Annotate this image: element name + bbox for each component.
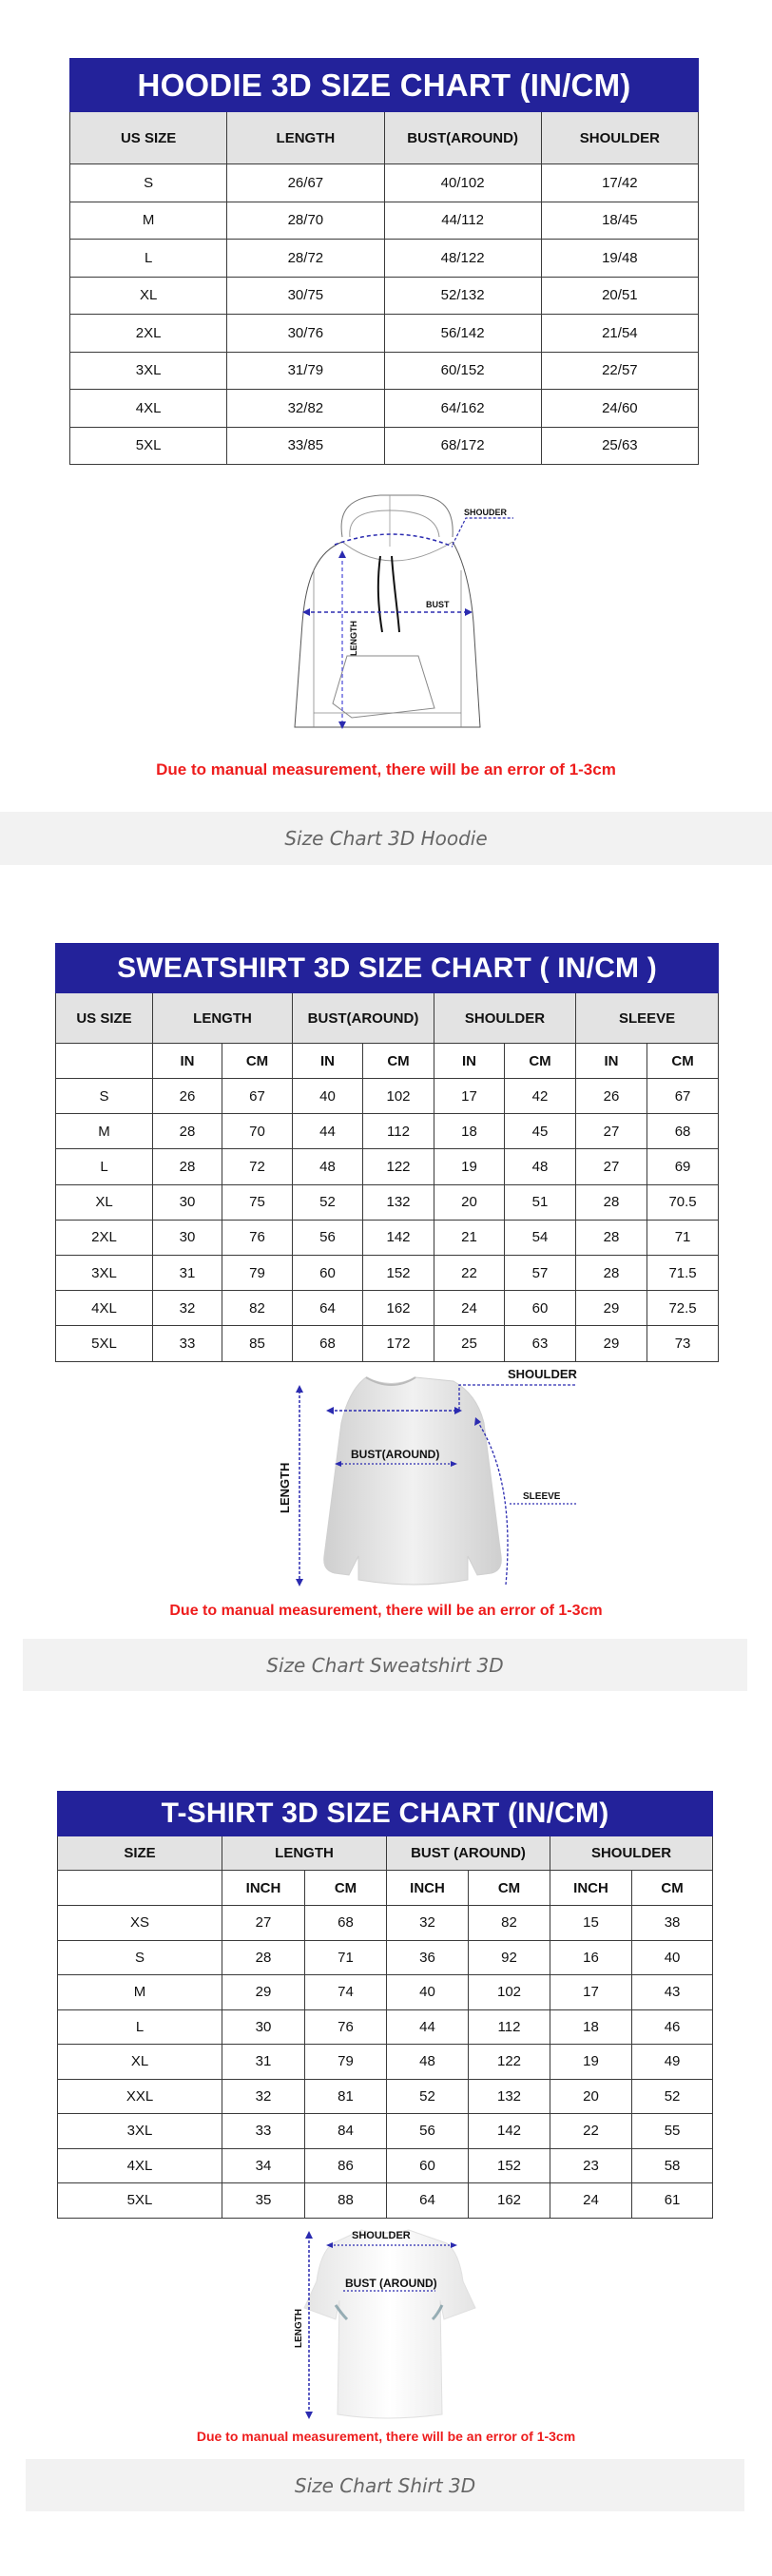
hoodie-caption: Size Chart 3D Hoodie bbox=[284, 827, 488, 850]
measurement-cell: 56 bbox=[293, 1220, 363, 1255]
sweatshirt-disclaimer: Due to manual measurement, there will be an error of 1-3cm bbox=[169, 1603, 603, 1619]
measurement-cell: 73 bbox=[647, 1326, 719, 1361]
measurement-cell: 17/42 bbox=[541, 164, 698, 202]
unit-subheader-row bbox=[56, 1044, 719, 1079]
unit-subheader: CM bbox=[647, 1044, 719, 1079]
size-cell: 3XL bbox=[70, 352, 227, 390]
size-cell: 4XL bbox=[56, 1291, 153, 1326]
measurement-cell: 19 bbox=[434, 1149, 505, 1184]
size-cell: 2XL bbox=[56, 1220, 153, 1255]
table-row bbox=[58, 2079, 713, 2114]
measurement-cell: 31 bbox=[153, 1255, 222, 1290]
sleeve-label: SLEEVE bbox=[523, 1491, 561, 1502]
measurement-cell: 55 bbox=[632, 2114, 713, 2149]
table-row bbox=[70, 352, 699, 390]
table-row bbox=[70, 240, 699, 278]
measurement-cell: 64 bbox=[387, 2183, 469, 2219]
measurement-cell: 27 bbox=[576, 1149, 647, 1184]
measurement-cell: 74 bbox=[305, 1975, 387, 2010]
sweatshirt-caption-band bbox=[23, 1639, 747, 1691]
measurement-cell: 81 bbox=[305, 2079, 387, 2114]
table-row bbox=[56, 1326, 719, 1361]
table-row bbox=[56, 1079, 719, 1114]
measurement-cell: 28 bbox=[576, 1255, 647, 1290]
measurement-cell: 63 bbox=[505, 1326, 576, 1361]
measurement-cell: 40 bbox=[632, 1940, 713, 1975]
measurement-cell: 19/48 bbox=[541, 240, 698, 278]
column-header: SHOULDER bbox=[434, 993, 576, 1044]
measurement-cell: 57 bbox=[505, 1255, 576, 1290]
measurement-cell: 51 bbox=[505, 1184, 576, 1220]
tshirt-table-title: T-SHIRT 3D SIZE CHART (IN/CM) bbox=[58, 1792, 713, 1836]
measurement-cell: 72.5 bbox=[647, 1291, 719, 1326]
table-row bbox=[58, 1975, 713, 2010]
column-header: SIZE bbox=[58, 1836, 222, 1871]
measurement-cell: 27 bbox=[576, 1114, 647, 1149]
measurement-cell: 152 bbox=[469, 2148, 550, 2183]
unit-subheader: CM bbox=[363, 1044, 434, 1079]
sweatshirt-measurement-diagram bbox=[263, 1366, 577, 1590]
measurement-cell: 48 bbox=[293, 1149, 363, 1184]
measurement-cell: 44 bbox=[293, 1114, 363, 1149]
measurement-cell: 21 bbox=[434, 1220, 505, 1255]
measurement-cell: 44 bbox=[387, 2009, 469, 2045]
size-cell: 3XL bbox=[56, 1255, 153, 1290]
measurement-cell: 67 bbox=[647, 1079, 719, 1114]
column-header: SHOULDER bbox=[550, 1836, 713, 1871]
column-header: BUST(AROUND) bbox=[384, 112, 541, 164]
measurement-cell: 17 bbox=[434, 1079, 505, 1114]
measurement-cell: 92 bbox=[469, 1940, 550, 1975]
tshirt-caption: Size Chart Shirt 3D bbox=[294, 2473, 476, 2497]
table-row bbox=[70, 277, 699, 315]
hoodie-measurement-diagram bbox=[285, 490, 508, 735]
size-cell: S bbox=[56, 1079, 153, 1114]
measurement-cell: 40/102 bbox=[384, 164, 541, 202]
size-cell: XL bbox=[70, 277, 227, 315]
measurement-cell: 40 bbox=[293, 1079, 363, 1114]
measurement-cell: 28/70 bbox=[227, 202, 384, 240]
size-cell: S bbox=[70, 164, 227, 202]
column-header: BUST (AROUND) bbox=[387, 1836, 550, 1871]
measurement-cell: 162 bbox=[469, 2183, 550, 2219]
size-cell: 2XL bbox=[70, 315, 227, 353]
measurement-cell: 54 bbox=[505, 1220, 576, 1255]
size-cell: 4XL bbox=[70, 390, 227, 428]
measurement-cell: 30 bbox=[222, 2009, 305, 2045]
measurement-cell: 28/72 bbox=[227, 240, 384, 278]
unit-subheader: CM bbox=[305, 1871, 387, 1906]
unit-subheader: INCH bbox=[550, 1871, 632, 1906]
measurement-cell: 22/57 bbox=[541, 352, 698, 390]
measurement-cell: 172 bbox=[363, 1326, 434, 1361]
bust-label: BUST (AROUND) bbox=[345, 2277, 437, 2290]
column-header: LENGTH bbox=[222, 1836, 387, 1871]
measurement-cell: 28 bbox=[576, 1184, 647, 1220]
tshirt-disclaimer: Due to manual measurement, there will be an error of 1-3cm bbox=[196, 2429, 576, 2444]
measurement-cell: 29 bbox=[576, 1291, 647, 1326]
tshirt-drawing-icon bbox=[290, 2224, 480, 2424]
measurement-cell: 28 bbox=[153, 1114, 222, 1149]
measurement-cell: 19 bbox=[550, 2045, 632, 2080]
measurement-cell: 70.5 bbox=[647, 1184, 719, 1220]
sweatshirt-caption: Size Chart Sweatshirt 3D bbox=[266, 1653, 504, 1677]
table-row bbox=[70, 315, 699, 353]
size-cell: XL bbox=[58, 2045, 222, 2080]
table-row bbox=[58, 2009, 713, 2045]
measurement-cell: 56/142 bbox=[384, 315, 541, 353]
measurement-cell: 88 bbox=[305, 2183, 387, 2219]
measurement-cell: 32 bbox=[387, 1906, 469, 1941]
table-row bbox=[58, 1906, 713, 1941]
measurement-cell: 68 bbox=[293, 1326, 363, 1361]
measurement-cell: 20 bbox=[550, 2079, 632, 2114]
bust-label: BUST(AROUND) bbox=[351, 1448, 440, 1461]
measurement-cell: 25/63 bbox=[541, 427, 698, 465]
measurement-cell: 30/76 bbox=[227, 315, 384, 353]
unit-subheader: IN bbox=[434, 1044, 505, 1079]
measurement-cell: 48 bbox=[505, 1149, 576, 1184]
size-cell: 5XL bbox=[56, 1326, 153, 1361]
size-cell: XS bbox=[58, 1906, 222, 1941]
measurement-cell: 152 bbox=[363, 1255, 434, 1290]
shoulder-label: SHOUDER bbox=[464, 508, 508, 517]
measurement-cell: 85 bbox=[222, 1326, 293, 1361]
table-row bbox=[70, 390, 699, 428]
measurement-cell: 32 bbox=[222, 2079, 305, 2114]
unit-subheader: CM bbox=[469, 1871, 550, 1906]
hoodie-size-table bbox=[69, 58, 699, 465]
sweatshirt-size-table bbox=[55, 943, 719, 1362]
measurement-cell: 56 bbox=[387, 2114, 469, 2149]
measurement-cell: 35 bbox=[222, 2183, 305, 2219]
unit-subheader: CM bbox=[632, 1871, 713, 1906]
column-header: US SIZE bbox=[70, 112, 227, 164]
measurement-cell: 24 bbox=[550, 2183, 632, 2219]
measurement-cell: 52/132 bbox=[384, 277, 541, 315]
size-cell: 3XL bbox=[58, 2114, 222, 2149]
measurement-cell: 52 bbox=[293, 1184, 363, 1220]
measurement-cell: 26 bbox=[576, 1079, 647, 1114]
measurement-cell: 34 bbox=[222, 2148, 305, 2183]
column-header: US SIZE bbox=[56, 993, 153, 1044]
unit-subheader-row bbox=[58, 1871, 713, 1906]
measurement-cell: 28 bbox=[153, 1149, 222, 1184]
size-cell: M bbox=[58, 1975, 222, 2010]
hoodie-drawing-icon bbox=[285, 490, 508, 735]
hoodie-table-body bbox=[70, 164, 699, 465]
measurement-cell: 38 bbox=[632, 1906, 713, 1941]
measurement-cell: 112 bbox=[469, 2009, 550, 2045]
measurement-cell: 102 bbox=[469, 1975, 550, 2010]
measurement-cell: 68 bbox=[305, 1906, 387, 1941]
measurement-cell: 68/172 bbox=[384, 427, 541, 465]
table-row bbox=[70, 202, 699, 240]
measurement-cell: 58 bbox=[632, 2148, 713, 2183]
column-header: LENGTH bbox=[153, 993, 293, 1044]
measurement-cell: 45 bbox=[505, 1114, 576, 1149]
measurement-cell: 79 bbox=[305, 2045, 387, 2080]
table-row bbox=[58, 1940, 713, 1975]
measurement-cell: 64 bbox=[293, 1291, 363, 1326]
table-row bbox=[58, 2045, 713, 2080]
length-label: LENGTH bbox=[278, 1462, 292, 1513]
measurement-cell: 21/54 bbox=[541, 315, 698, 353]
measurement-cell: 49 bbox=[632, 2045, 713, 2080]
size-cell: XXL bbox=[58, 2079, 222, 2114]
measurement-cell: 28 bbox=[576, 1220, 647, 1255]
size-cell: 5XL bbox=[58, 2183, 222, 2219]
measurement-cell: 68 bbox=[647, 1114, 719, 1149]
table-row bbox=[58, 2183, 713, 2219]
measurement-cell: 25 bbox=[434, 1326, 505, 1361]
measurement-cell: 76 bbox=[222, 1220, 293, 1255]
measurement-cell: 26 bbox=[153, 1079, 222, 1114]
measurement-cell: 15 bbox=[550, 1906, 632, 1941]
measurement-cell: 31/79 bbox=[227, 352, 384, 390]
measurement-cell: 36 bbox=[387, 1940, 469, 1975]
measurement-cell: 69 bbox=[647, 1149, 719, 1184]
measurement-cell: 60 bbox=[387, 2148, 469, 2183]
measurement-cell: 86 bbox=[305, 2148, 387, 2183]
size-cell: 5XL bbox=[70, 427, 227, 465]
table-row bbox=[70, 427, 699, 465]
measurement-cell: 162 bbox=[363, 1291, 434, 1326]
unit-subheader: IN bbox=[293, 1044, 363, 1079]
unit-subheader: INCH bbox=[222, 1871, 305, 1906]
measurement-cell: 82 bbox=[222, 1291, 293, 1326]
measurement-cell: 52 bbox=[632, 2079, 713, 2114]
shoulder-label: SHOULDER bbox=[508, 1367, 577, 1381]
measurement-cell: 48/122 bbox=[384, 240, 541, 278]
measurement-cell: 18/45 bbox=[541, 202, 698, 240]
measurement-cell: 29 bbox=[222, 1975, 305, 2010]
measurement-cell: 33/85 bbox=[227, 427, 384, 465]
size-cell: L bbox=[70, 240, 227, 278]
measurement-cell: 79 bbox=[222, 1255, 293, 1290]
measurement-cell: 52 bbox=[387, 2079, 469, 2114]
measurement-cell: 122 bbox=[363, 1149, 434, 1184]
measurement-cell: 32 bbox=[153, 1291, 222, 1326]
measurement-cell: 76 bbox=[305, 2009, 387, 2045]
measurement-cell: 84 bbox=[305, 2114, 387, 2149]
tshirt-table-body bbox=[58, 1906, 713, 2219]
hoodie-disclaimer: Due to manual measurement, there will be an error of 1-3cm bbox=[156, 760, 616, 779]
measurement-cell: 17 bbox=[550, 1975, 632, 2010]
size-cell: L bbox=[58, 2009, 222, 2045]
unit-subheader: IN bbox=[153, 1044, 222, 1079]
column-header: SHOULDER bbox=[541, 112, 698, 164]
length-label: LENGTH bbox=[294, 2308, 304, 2348]
size-cell: XL bbox=[56, 1184, 153, 1220]
table-row bbox=[56, 1220, 719, 1255]
measurement-cell: 22 bbox=[550, 2114, 632, 2149]
table-row bbox=[56, 1184, 719, 1220]
measurement-cell: 70 bbox=[222, 1114, 293, 1149]
unit-subheader: INCH bbox=[387, 1871, 469, 1906]
table-row bbox=[56, 1255, 719, 1290]
measurement-cell: 32/82 bbox=[227, 390, 384, 428]
measurement-cell: 132 bbox=[469, 2079, 550, 2114]
unit-subheader: IN bbox=[576, 1044, 647, 1079]
measurement-cell: 72 bbox=[222, 1149, 293, 1184]
measurement-cell: 60 bbox=[293, 1255, 363, 1290]
measurement-cell: 33 bbox=[222, 2114, 305, 2149]
measurement-cell: 20/51 bbox=[541, 277, 698, 315]
measurement-cell: 30 bbox=[153, 1184, 222, 1220]
sweatshirt-table-body bbox=[56, 1079, 719, 1362]
measurement-cell: 20 bbox=[434, 1184, 505, 1220]
measurement-cell: 82 bbox=[469, 1906, 550, 1941]
measurement-cell: 132 bbox=[363, 1184, 434, 1220]
bust-label: BUST bbox=[426, 600, 450, 609]
measurement-cell: 26/67 bbox=[227, 164, 384, 202]
measurement-cell: 24/60 bbox=[541, 390, 698, 428]
measurement-cell: 44/112 bbox=[384, 202, 541, 240]
size-cell: 4XL bbox=[58, 2148, 222, 2183]
table-row bbox=[56, 1114, 719, 1149]
size-cell: M bbox=[70, 202, 227, 240]
measurement-cell: 61 bbox=[632, 2183, 713, 2219]
measurement-cell: 142 bbox=[363, 1220, 434, 1255]
measurement-cell: 29 bbox=[576, 1326, 647, 1361]
measurement-cell: 22 bbox=[434, 1255, 505, 1290]
tshirt-size-table bbox=[57, 1791, 713, 2219]
measurement-cell: 71 bbox=[305, 1940, 387, 1975]
table-row bbox=[56, 1291, 719, 1326]
table-row bbox=[70, 164, 699, 202]
measurement-cell: 60 bbox=[505, 1291, 576, 1326]
measurement-cell: 46 bbox=[632, 2009, 713, 2045]
measurement-cell: 60/152 bbox=[384, 352, 541, 390]
unit-subheader: CM bbox=[505, 1044, 576, 1079]
unit-subheader bbox=[56, 1044, 153, 1079]
measurement-cell: 43 bbox=[632, 1975, 713, 2010]
measurement-cell: 71.5 bbox=[647, 1255, 719, 1290]
measurement-cell: 67 bbox=[222, 1079, 293, 1114]
hoodie-table-title: HOODIE 3D SIZE CHART (IN/CM) bbox=[70, 59, 699, 112]
sweatshirt-table-title: SWEATSHIRT 3D SIZE CHART ( IN/CM ) bbox=[56, 944, 719, 993]
measurement-cell: 122 bbox=[469, 2045, 550, 2080]
measurement-cell: 102 bbox=[363, 1079, 434, 1114]
table-row bbox=[58, 2148, 713, 2183]
measurement-cell: 71 bbox=[647, 1220, 719, 1255]
length-label: LENGTH bbox=[349, 621, 358, 656]
table-row bbox=[58, 2114, 713, 2149]
column-header: LENGTH bbox=[227, 112, 384, 164]
size-cell: L bbox=[56, 1149, 153, 1184]
hoodie-caption-band bbox=[0, 812, 772, 865]
measurement-cell: 75 bbox=[222, 1184, 293, 1220]
measurement-cell: 23 bbox=[550, 2148, 632, 2183]
tshirt-caption-band bbox=[26, 2459, 744, 2511]
table-row bbox=[56, 1149, 719, 1184]
measurement-cell: 30/75 bbox=[227, 277, 384, 315]
shoulder-label: SHOULDER bbox=[352, 2230, 411, 2241]
measurement-cell: 48 bbox=[387, 2045, 469, 2080]
measurement-cell: 33 bbox=[153, 1326, 222, 1361]
measurement-cell: 18 bbox=[434, 1114, 505, 1149]
sweatshirt-drawing-icon bbox=[263, 1366, 577, 1590]
measurement-cell: 30 bbox=[153, 1220, 222, 1255]
measurement-cell: 27 bbox=[222, 1906, 305, 1941]
unit-subheader: CM bbox=[222, 1044, 293, 1079]
measurement-cell: 28 bbox=[222, 1940, 305, 1975]
size-cell: M bbox=[56, 1114, 153, 1149]
column-header: BUST(AROUND) bbox=[293, 993, 434, 1044]
measurement-cell: 16 bbox=[550, 1940, 632, 1975]
measurement-cell: 112 bbox=[363, 1114, 434, 1149]
measurement-cell: 18 bbox=[550, 2009, 632, 2045]
column-header: SLEEVE bbox=[576, 993, 719, 1044]
measurement-cell: 40 bbox=[387, 1975, 469, 2010]
measurement-cell: 64/162 bbox=[384, 390, 541, 428]
size-cell: S bbox=[58, 1940, 222, 1975]
measurement-cell: 42 bbox=[505, 1079, 576, 1114]
measurement-cell: 24 bbox=[434, 1291, 505, 1326]
measurement-cell: 142 bbox=[469, 2114, 550, 2149]
tshirt-measurement-diagram bbox=[290, 2224, 480, 2424]
unit-subheader bbox=[58, 1871, 222, 1906]
measurement-cell: 31 bbox=[222, 2045, 305, 2080]
